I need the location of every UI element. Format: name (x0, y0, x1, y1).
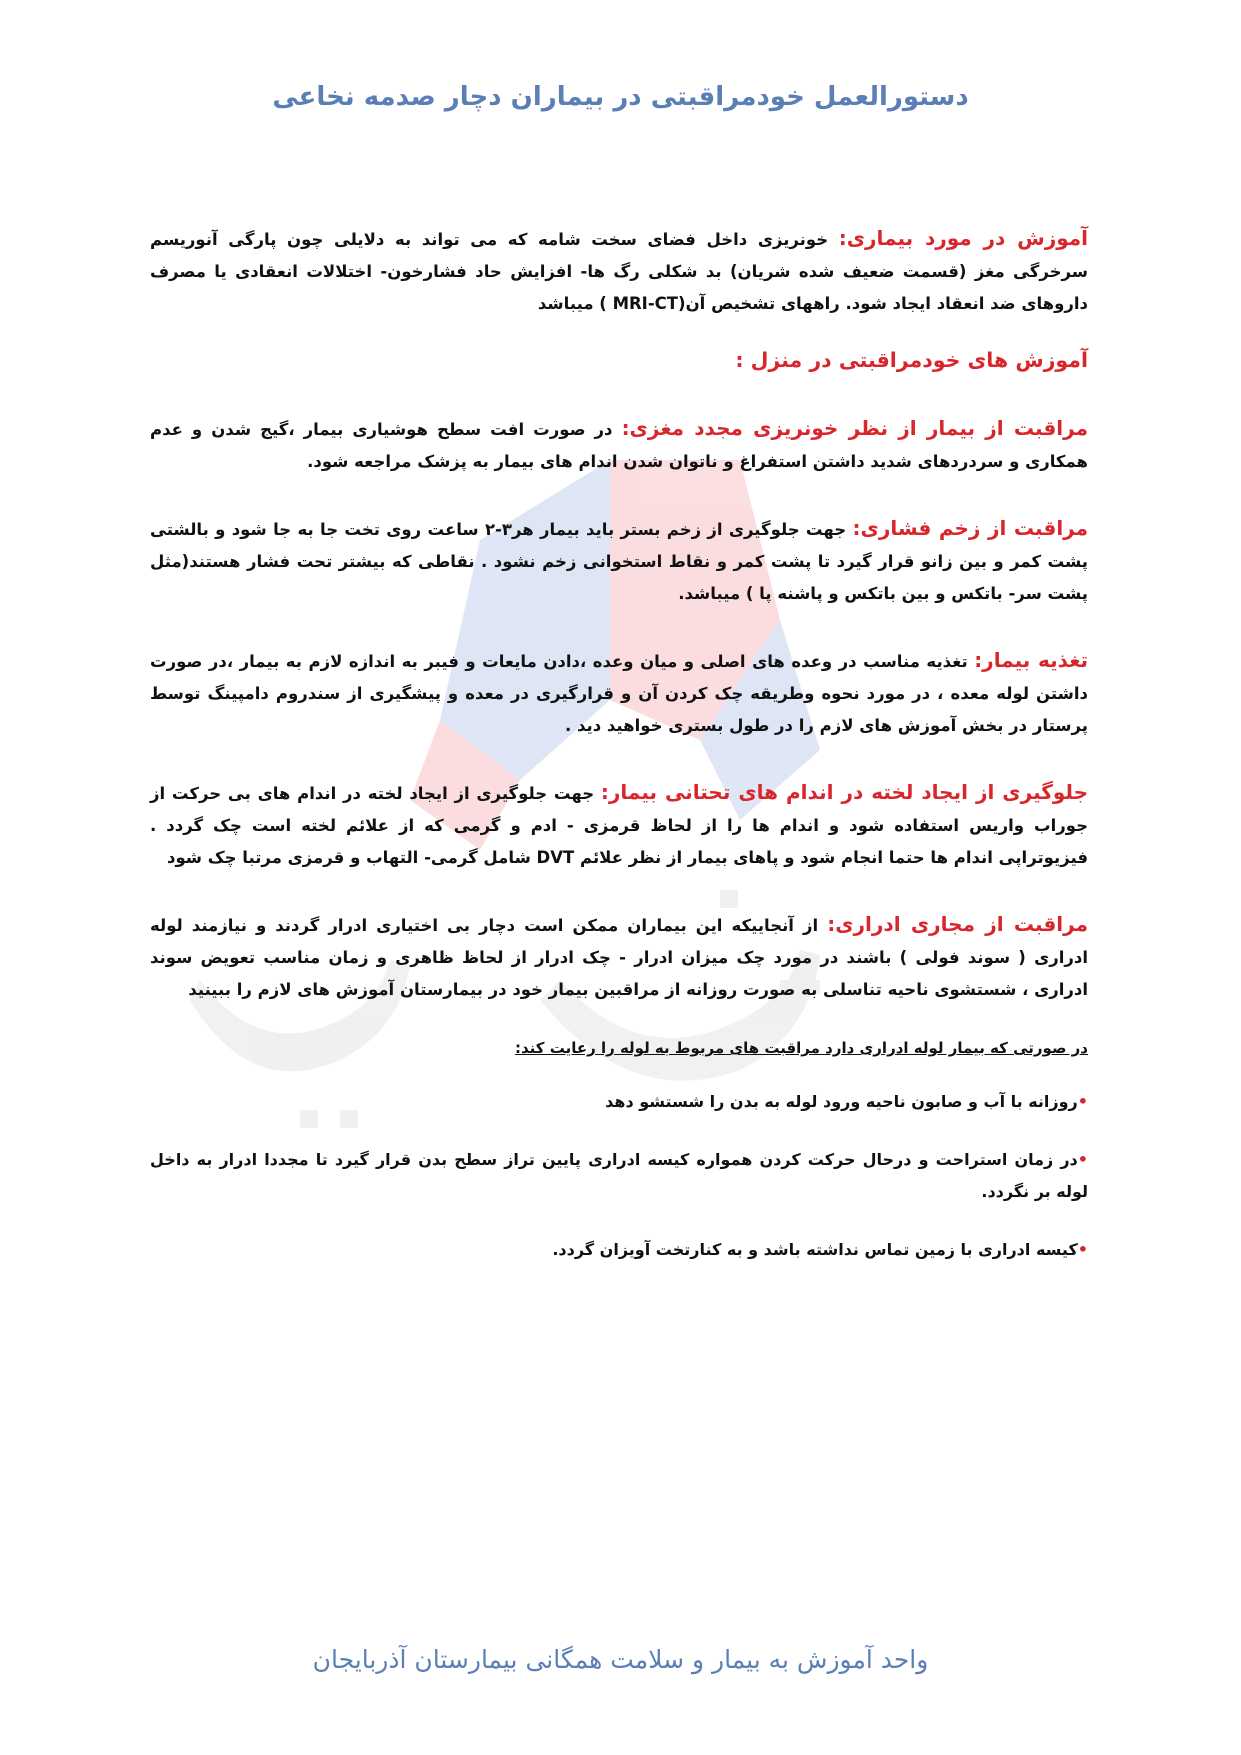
paragraph-urinary-care (150, 908, 1088, 1006)
paragraph-lead: تغذیه بیمار: (974, 648, 1088, 672)
list-item-text: روزانه با آب و صابون ناحیه ورود لوله به بدن را شستشو دهد (605, 1092, 1078, 1111)
document-body (150, 222, 1088, 1292)
list-item (150, 1086, 1088, 1118)
paragraph-text: از آنجاییکه این بیماران ممکن است دچار بی اختیاری ادرار گردند و نیازمند لوله ادراری ( سوند فولی ) باشند در مورد چک میزان ادرار - چک ادرار از لحاظ ظاهری و زمان مناسب تعویض سوند ادراری ، شستشوی ناحیه تناسلی به صورت روزانه از مراقبین بیمار خود در بیمارستان آموزش های لازم را ببینید (150, 916, 1088, 999)
bullet-icon: • (1077, 1092, 1088, 1111)
paragraph-clot-prevention (150, 776, 1088, 874)
urinary-catheter-note: در صورتی که بیمار لوله ادراری دارد مراقبت های مربوط به لوله را رعایت کند: (514, 1039, 1088, 1057)
paragraph-lead: مراقبت از زخم فشاری: (852, 516, 1088, 540)
page-footer: واحد آموزش به بیمار و سلامت همگانی بیمارستان آذربایجان (312, 1645, 929, 1674)
list-item-text: کیسه ادراری با زمین تماس نداشته باشد و به کنارتخت آویزان گردد. (552, 1240, 1078, 1259)
paragraph-text: در صورت افت سطح هوشیاری بیمار ،گیج شدن و عدم همکاری و سردردهای شدید داشتن استفراغ و ناتوان شدن اندام های بیمار به پزشک مراجعه شود. (150, 420, 1088, 471)
page-title: دستورالعمل خودمراقبتی در بیماران دچار صدمه نخاعی (272, 82, 969, 112)
paragraph-text: جهت جلوگیری از ایجاد لخته در اندام های بی حرکت از جوراب واریس استفاده شود و اندام ها را از لحاظ قرمزی - ادم و گرمی که از علائم لخته است چک گردد . فیزیوتراپی اندام ها حتما انجام شود و پاهای بیمار از نظر علائم DVT شامل گرمی- التهاب و قرمزی مرتبا چک شود (150, 784, 1088, 867)
section-heading-home-self-care: آموزش های خودمراقبتی در منزل : (735, 348, 1088, 372)
paragraph-disease-education (150, 222, 1088, 320)
bullet-icon: • (1077, 1240, 1088, 1259)
paragraph-text: تغذیه مناسب در وعده های اصلی و میان وعده ،دادن مایعات و فیبر به اندازه لازم به بیمار ،در صورت داشتن لوله معده ، در مورد نحوه وطریقه چک کردن آن و قرارگیری در معده و پیشگیری از سندروم دامپینگ توسط پرستار در بخش آموزش های لازم را در طول بستری خواهید دید . (150, 652, 1088, 735)
paragraph-lead: جلوگیری از ایجاد لخته در اندام های تحتانی بیمار: (600, 780, 1088, 804)
bullet-icon: • (1077, 1150, 1088, 1169)
list-item (150, 1144, 1088, 1208)
list-item-text: در زمان استراحت و درحال حرکت کردن همواره کیسه ادراری پایین تراز سطح بدن قرار گیرد تا مجددا ادرار به داخل لوله بر نگردد. (150, 1150, 1088, 1201)
paragraph-text: خونریزی داخل فضای سخت شامه که می تواند به دلایلی چون پارگی آنوریسم سرخرگی مغز (قسمت ضعیف شده شریان) بد شکلی رگ ها- افزایش حاد فشارخون- اختلالات انعقادی یا مصرف داروهای ضد انعقاد ایجاد شود. راههای تشخیص آن(MRI-CT ) میباشد (150, 230, 1088, 313)
list-item (150, 1234, 1088, 1266)
paragraph-lead: مراقبت از بیمار از نظر خونریزی مجدد مغزی: (621, 416, 1088, 440)
paragraph-pressure-ulcer (150, 512, 1088, 610)
paragraph-lead: آموزش در مورد بیماری: (838, 226, 1089, 250)
paragraph-text: جهت جلوگیری از زخم بستر باید بیمار هر۳-۲ ساعت روی تخت جا به جا شود و بالشتی پشت کمر و بین زانو قرار گیرد تا پشت کمر و نقاط استخوانی زخم نشود . نقاطی که بیشتر تحت فشار هستند(مثل پشت سر- باتکس و بین باتکس و پاشنه پا ) میباشد. (150, 520, 1088, 603)
paragraph-rebleeding-care (150, 412, 1088, 478)
paragraph-lead: مراقبت از مجاری ادراری: (827, 912, 1088, 936)
paragraph-nutrition (150, 644, 1088, 742)
